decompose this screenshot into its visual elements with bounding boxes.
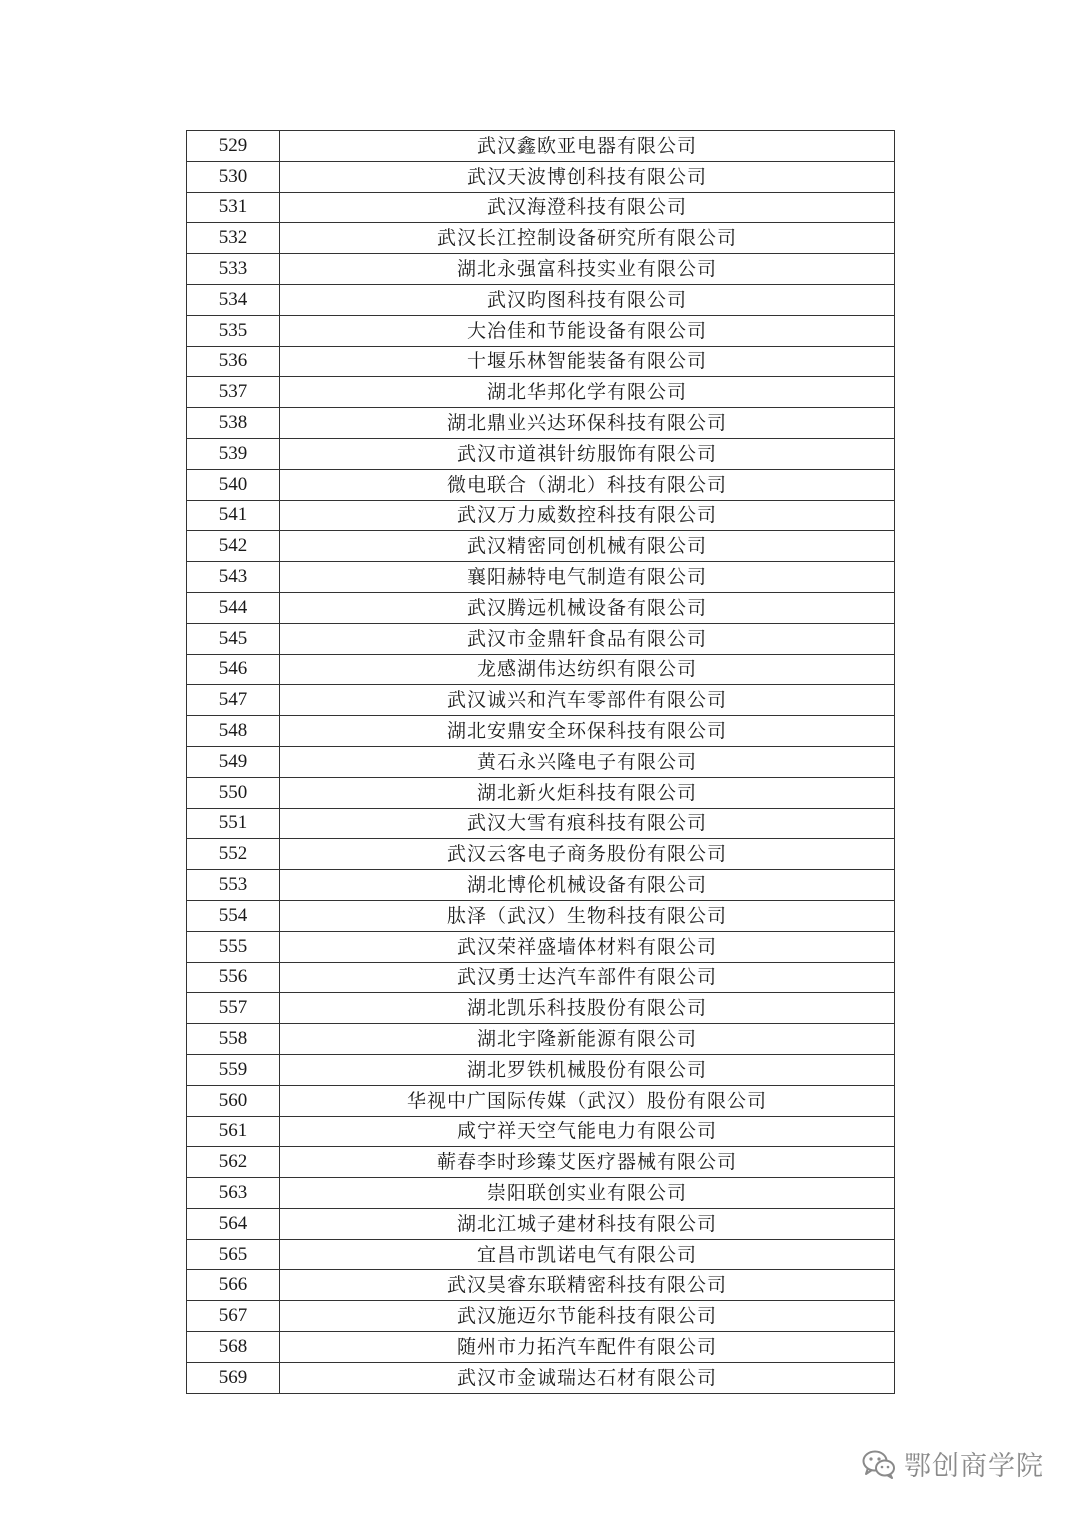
- table-row: [187, 223, 895, 254]
- company-name: 咸宁祥天空气能电力有限公司: [280, 1116, 895, 1147]
- company-name: 武汉海澄科技有限公司: [280, 192, 895, 223]
- company-name: 湖北新火炬科技有限公司: [280, 777, 895, 808]
- row-number: 535: [187, 315, 280, 346]
- wechat-icon: [862, 1449, 896, 1479]
- table-row: [187, 623, 895, 654]
- table-row: [187, 1332, 895, 1363]
- company-name: 武汉鑫欧亚电器有限公司: [280, 131, 895, 162]
- table-row: [187, 192, 895, 223]
- row-number: 558: [187, 1024, 280, 1055]
- table-row: [187, 562, 895, 593]
- table-row: [187, 1270, 895, 1301]
- company-name: 武汉昊睿东联精密科技有限公司: [280, 1270, 895, 1301]
- table-row: [187, 438, 895, 469]
- table-row: [187, 1362, 895, 1393]
- row-number: 564: [187, 1208, 280, 1239]
- table-row: [187, 1116, 895, 1147]
- table-row: [187, 685, 895, 716]
- company-name: 武汉长江控制设备研究所有限公司: [280, 223, 895, 254]
- row-number: 562: [187, 1147, 280, 1178]
- table-row: [187, 1054, 895, 1085]
- row-number: 552: [187, 839, 280, 870]
- company-name: 武汉诚兴和汽车零部件有限公司: [280, 685, 895, 716]
- table-row: [187, 592, 895, 623]
- watermark: [862, 1444, 1044, 1483]
- table-row: [187, 161, 895, 192]
- row-number: 543: [187, 562, 280, 593]
- row-number: 557: [187, 993, 280, 1024]
- row-number: 544: [187, 592, 280, 623]
- company-name: 武汉昀图科技有限公司: [280, 284, 895, 315]
- table-row: [187, 900, 895, 931]
- row-number: 565: [187, 1239, 280, 1270]
- row-number: 554: [187, 900, 280, 931]
- company-name: 湖北凯乐科技股份有限公司: [280, 993, 895, 1024]
- table-row: [187, 1208, 895, 1239]
- row-number: 542: [187, 531, 280, 562]
- company-name: 襄阳赫特电气制造有限公司: [280, 562, 895, 593]
- table-row: [187, 870, 895, 901]
- table-row: [187, 716, 895, 747]
- company-name: 崇阳联创实业有限公司: [280, 1178, 895, 1209]
- table-row: [187, 654, 895, 685]
- table-row: [187, 377, 895, 408]
- company-name: 武汉腾远机械设备有限公司: [280, 592, 895, 623]
- row-number: 546: [187, 654, 280, 685]
- row-number: 540: [187, 469, 280, 500]
- table-row: [187, 1085, 895, 1116]
- company-name: 武汉荣祥盛墙体材料有限公司: [280, 931, 895, 962]
- row-number: 530: [187, 161, 280, 192]
- row-number: 556: [187, 962, 280, 993]
- row-number: 534: [187, 284, 280, 315]
- company-name: 武汉勇士达汽车部件有限公司: [280, 962, 895, 993]
- row-number: 536: [187, 346, 280, 377]
- table-row: [187, 315, 895, 346]
- company-name: 华视中广国际传媒（武汉）股份有限公司: [280, 1085, 895, 1116]
- row-number: 553: [187, 870, 280, 901]
- row-number: 568: [187, 1332, 280, 1363]
- table-row: [187, 993, 895, 1024]
- row-number: 550: [187, 777, 280, 808]
- company-name: 武汉市道祺针纺服饰有限公司: [280, 438, 895, 469]
- company-list-body: [187, 131, 895, 1394]
- row-number: 541: [187, 500, 280, 531]
- company-name: 黄石永兴隆电子有限公司: [280, 746, 895, 777]
- row-number: 533: [187, 254, 280, 285]
- table-row: [187, 346, 895, 377]
- table-row: [187, 1024, 895, 1055]
- company-name: 肽泽（武汉）生物科技有限公司: [280, 900, 895, 931]
- table-row: [187, 777, 895, 808]
- table-row: [187, 284, 895, 315]
- table-row: [187, 254, 895, 285]
- row-number: 531: [187, 192, 280, 223]
- row-number: 567: [187, 1301, 280, 1332]
- table-row: [187, 500, 895, 531]
- table-row: [187, 808, 895, 839]
- table-row: [187, 1301, 895, 1332]
- row-number: 532: [187, 223, 280, 254]
- company-name: 湖北罗铁机械股份有限公司: [280, 1054, 895, 1085]
- row-number: 566: [187, 1270, 280, 1301]
- table-row: [187, 746, 895, 777]
- row-number: 539: [187, 438, 280, 469]
- company-name: 蕲春李时珍臻艾医疗器械有限公司: [280, 1147, 895, 1178]
- table-row: [187, 531, 895, 562]
- company-name: 武汉市金鼎轩食品有限公司: [280, 623, 895, 654]
- company-name: 龙感湖伟达纺织有限公司: [280, 654, 895, 685]
- company-name: 湖北永强富科技实业有限公司: [280, 254, 895, 285]
- company-name: 湖北宇隆新能源有限公司: [280, 1024, 895, 1055]
- company-name: 湖北鼎业兴达环保科技有限公司: [280, 408, 895, 439]
- company-name: 武汉万力威数控科技有限公司: [280, 500, 895, 531]
- table-row: [187, 131, 895, 162]
- company-name: 大冶佳和节能设备有限公司: [280, 315, 895, 346]
- company-name: 湖北安鼎安全环保科技有限公司: [280, 716, 895, 747]
- row-number: 549: [187, 746, 280, 777]
- company-name: 武汉天波博创科技有限公司: [280, 161, 895, 192]
- company-name: 武汉大雪有痕科技有限公司: [280, 808, 895, 839]
- table-row: [187, 1239, 895, 1270]
- row-number: 560: [187, 1085, 280, 1116]
- watermark-text: 鄂创商学院: [904, 1451, 1044, 1482]
- table-row: [187, 931, 895, 962]
- company-name: 宜昌市凯诺电气有限公司: [280, 1239, 895, 1270]
- company-name: 湖北江城子建材科技有限公司: [280, 1208, 895, 1239]
- row-number: 538: [187, 408, 280, 439]
- table-row: [187, 839, 895, 870]
- row-number: 561: [187, 1116, 280, 1147]
- company-name: 湖北博伦机械设备有限公司: [280, 870, 895, 901]
- company-name: 武汉精密同创机械有限公司: [280, 531, 895, 562]
- company-name: 随州市力拓汽车配件有限公司: [280, 1332, 895, 1363]
- row-number: 537: [187, 377, 280, 408]
- row-number: 545: [187, 623, 280, 654]
- row-number: 548: [187, 716, 280, 747]
- row-number: 529: [187, 131, 280, 162]
- row-number: 559: [187, 1054, 280, 1085]
- company-name: 武汉施迈尔节能科技有限公司: [280, 1301, 895, 1332]
- table-row: [187, 962, 895, 993]
- table-row: [187, 469, 895, 500]
- table-row: [187, 408, 895, 439]
- company-list-table: [186, 130, 895, 1394]
- row-number: 551: [187, 808, 280, 839]
- company-name: 武汉市金诚瑞达石材有限公司: [280, 1362, 895, 1393]
- company-name: 十堰乐林智能装备有限公司: [280, 346, 895, 377]
- company-name: 微电联合（湖北）科技有限公司: [280, 469, 895, 500]
- row-number: 547: [187, 685, 280, 716]
- table-row: [187, 1178, 895, 1209]
- row-number: 555: [187, 931, 280, 962]
- row-number: 563: [187, 1178, 280, 1209]
- company-name: 湖北华邦化学有限公司: [280, 377, 895, 408]
- row-number: 569: [187, 1362, 280, 1393]
- company-name: 武汉云客电子商务股份有限公司: [280, 839, 895, 870]
- table-row: [187, 1147, 895, 1178]
